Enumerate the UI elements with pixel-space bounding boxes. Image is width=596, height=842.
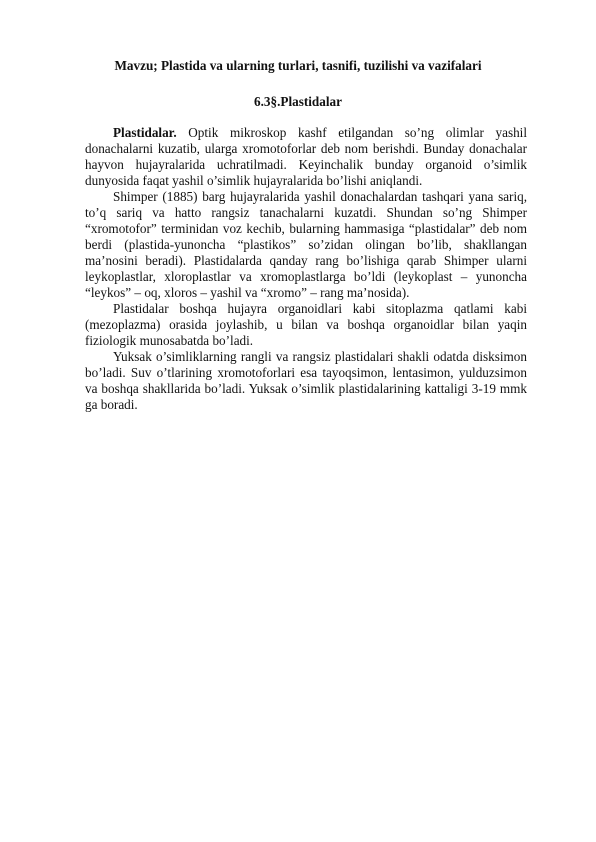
paragraph-3: Plastidalar boshqa hujayra organoidlari kabi sitoplazma qatlami kabi (mezoplazma) orasida joylashib, u bilan va boshqa organoidlar bilan yaqin fiziologik munosabatda bo’ladi. bbox=[85, 301, 527, 348]
body-text bbox=[85, 125, 527, 413]
paragraph-1 bbox=[85, 125, 527, 189]
paragraph-1-text: Optik mikroskop kashf etilgandan so’ng olimlar yashil donachalarni kuzatib, ularga xromotoforlar deb nom berishdi. Bunday donachalar hayvon hujayralarida uchratilmadi. Keyinchalik bunday organoid o’simlik dunyosida faqat yashil o’simlik hujayralarida bo’lishi aniqlandi. bbox=[85, 125, 527, 188]
paragraph-2: Shimper (1885) barg hujayralarida yashil donachalardan tashqari yana sariq, to’q sariq va hatto rangsiz tanachalarni kuzatdi. Shundan so’ng Shimper “xromotofor” terminidan voz kechib, bularning hammasiga “plastidalar” deb nom berdi (plastida-yunoncha “plastikos” so’zidan olingan bo’lib, shakllangan ma’nosini beradi). Plastidalarda qanday rang bo’lishiga qarab Shimper ularni leykoplastlar, xloroplastlar va xromoplastlarga bo’ldi (leykoplast – yunoncha “leykos” – oq, xloros – yashil va “xromo” – rang ma’nosida). bbox=[85, 189, 527, 300]
document-title: Mavzu; Plastida va ularning turlari, tasnifi, tuzilishi va vazifalari bbox=[114, 58, 482, 73]
lead-term: Plastidalar. bbox=[113, 125, 177, 140]
section-heading: 6.3§.Plastidalar bbox=[254, 94, 342, 109]
paragraph-4: Yuksak o’simliklarning rangli va rangsiz plastidalari shakli odatda disksimon bo’ladi. Suv o’tlarining xromotoforlari esa tayoqsimon, lentasimon, yulduzsimon va boshqa shakllarida bo’ladi. Yuksak o’simlik plastidalarining kattaligi 3-19 mmk ga boradi. bbox=[85, 349, 527, 412]
